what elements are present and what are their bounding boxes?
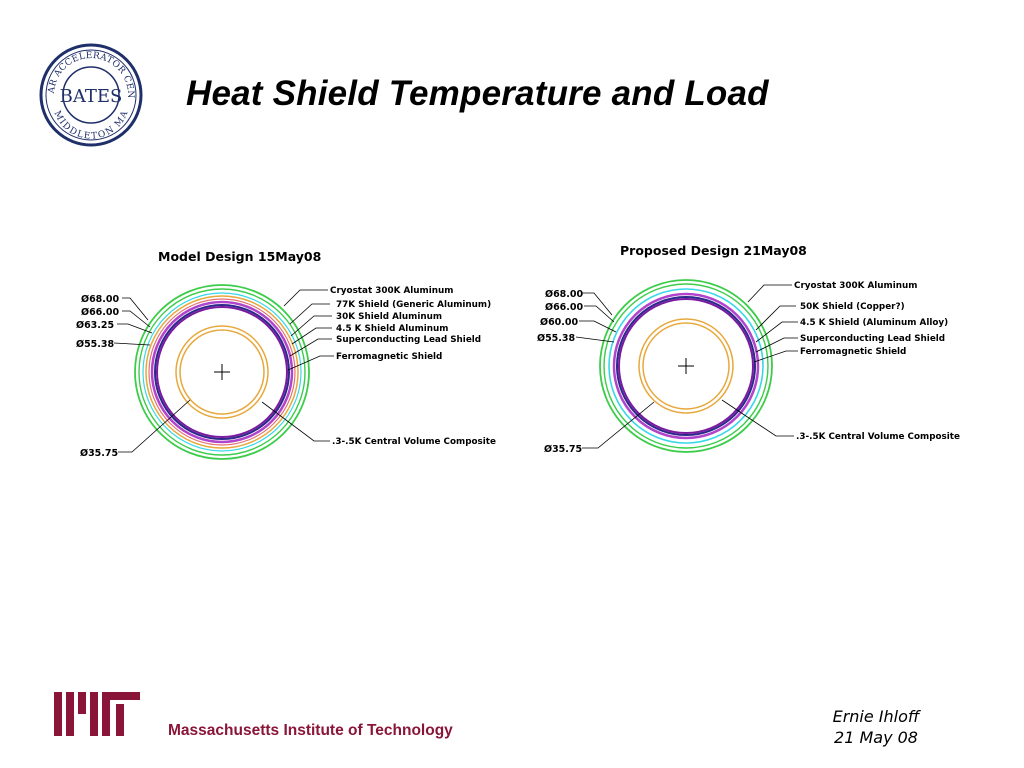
callout-label: 50K Shield (Copper?) (800, 302, 905, 312)
callout-label: Superconducting Lead Shield (800, 334, 946, 344)
design-title: Proposed Design 21May08 (620, 243, 807, 258)
page-title: Heat Shield Temperature and Load (186, 74, 769, 113)
callout-label: Ferromagnetic Shield (336, 352, 443, 362)
dimension-label: Ø68.00 (81, 294, 120, 305)
svg-text:MIDDLETON MA: MIDDLETON MA (51, 109, 131, 142)
svg-text:LINEAR ACCELERATOR CENTER: AR ACCELERATOR CEN (46, 50, 136, 99)
author-name: Ernie Ihloff (832, 707, 920, 726)
callout-label: .3-.5K Central Volume Composite (796, 432, 960, 442)
dimension-label: Ø35.75 (544, 444, 583, 455)
center-mark (678, 358, 694, 374)
callout-label: .3-.5K Central Volume Composite (332, 437, 496, 447)
dimension-label: Ø66.00 (545, 302, 584, 313)
callout-label: Superconducting Lead Shield (336, 335, 482, 345)
callout-label: 4.5 K Shield (Aluminum Alloy) (800, 318, 949, 328)
dimension-label: Ø60.00 (540, 317, 579, 328)
dimension-label: Ø35.75 (80, 448, 119, 459)
callout-label: Ferromagnetic Shield (800, 347, 907, 357)
callout-label: 30K Shield Aluminum (336, 312, 443, 322)
callout-label: Cryostat 300K Aluminum (794, 281, 918, 291)
proposed-design-diagram (537, 243, 960, 455)
callout-label: Cryostat 300K Aluminum (330, 286, 454, 296)
model-design-diagram (76, 249, 496, 459)
center-mark (214, 364, 230, 380)
callout-label: 77K Shield (Generic Aluminum) (336, 300, 492, 310)
callout-label: 4.5 K Shield Aluminum (336, 324, 449, 334)
svg-text:BATES: BATES (59, 86, 123, 107)
author-block (820, 706, 932, 748)
dimension-label: Ø55.38 (537, 333, 576, 344)
dimension-label: Ø68.00 (545, 289, 584, 300)
dimension-label: Ø66.00 (81, 307, 120, 318)
presentation-date: 21 May 08 (834, 728, 918, 747)
institution-name: Massachusetts Institute of Technology (168, 722, 453, 739)
dimension-label: Ø55.38 (76, 339, 115, 350)
design-title: Model Design 15May08 (158, 249, 322, 264)
mit-logo (54, 690, 142, 738)
dimension-label: Ø63.25 (76, 320, 115, 331)
